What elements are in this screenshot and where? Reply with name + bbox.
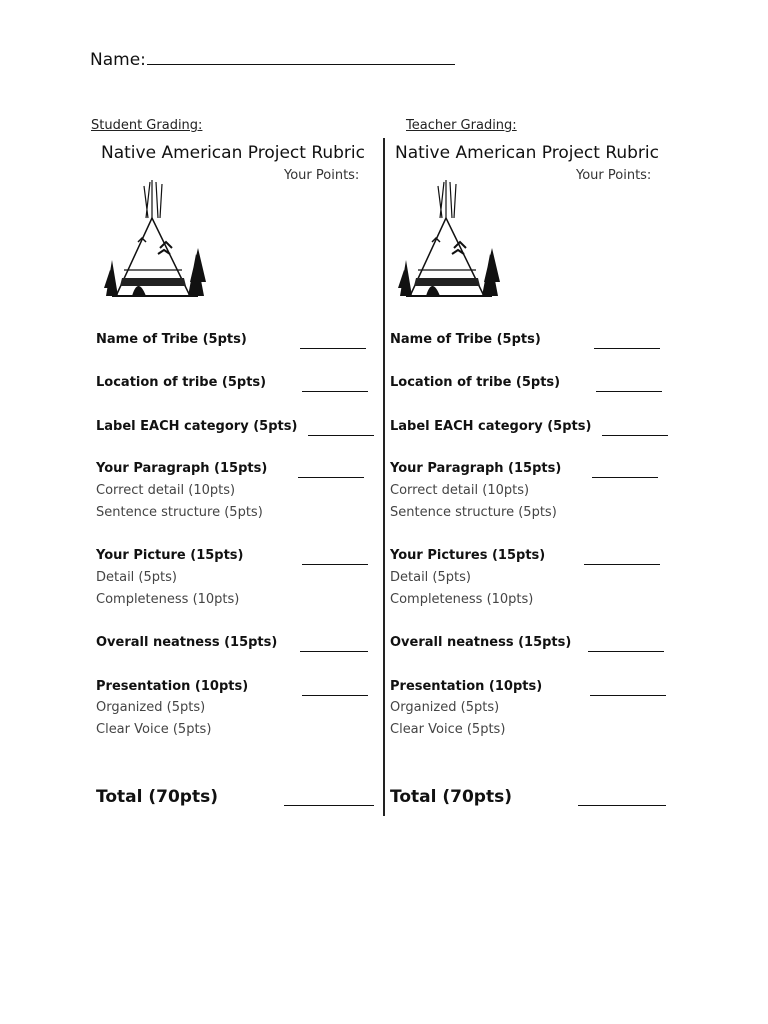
item-neatness: Overall neatness (15pts) (96, 635, 278, 650)
item-total: Total (70pts) (96, 787, 218, 807)
teepee-illustration (102, 178, 206, 302)
blank-paragraph[interactable] (298, 477, 364, 478)
your-points-label: Your Points: (284, 168, 360, 183)
item-paragraph: Your Paragraph (15pts) (390, 461, 562, 476)
teacher-grading-label: Teacher Grading: (406, 118, 517, 133)
blank-location[interactable] (302, 391, 368, 392)
blank-location[interactable] (596, 391, 662, 392)
item-picture-completeness: Completeness (10pts) (96, 592, 240, 607)
student-grading-label: Student Grading: (91, 118, 203, 133)
teacher-column (390, 0, 680, 1024)
item-location: Location of tribe (5pts) (96, 375, 267, 390)
item-picture-detail: Detail (5pts) (390, 570, 471, 585)
item-label: Label EACH category (5pts) (96, 419, 298, 434)
item-paragraph-structure: Sentence structure (5pts) (390, 505, 557, 520)
item-presentation-organized: Organized (5pts) (96, 700, 206, 715)
item-tribe: Name of Tribe (5pts) (96, 332, 247, 347)
blank-tribe[interactable] (594, 348, 660, 349)
rubric-title: Native American Project Rubric (395, 143, 659, 163)
item-total: Total (70pts) (390, 787, 512, 807)
item-picture: Your Picture (15pts) (96, 548, 244, 563)
blank-neatness[interactable] (588, 651, 664, 652)
item-paragraph-structure: Sentence structure (5pts) (96, 505, 263, 520)
item-presentation: Presentation (10pts) (96, 679, 249, 694)
item-picture: Your Pictures (15pts) (390, 548, 546, 563)
blank-label[interactable] (308, 435, 374, 436)
item-picture-completeness: Completeness (10pts) (390, 592, 534, 607)
blank-presentation[interactable] (590, 695, 666, 696)
blank-tribe[interactable] (300, 348, 366, 349)
rubric-title: Native American Project Rubric (101, 143, 365, 163)
item-paragraph-detail: Correct detail (10pts) (96, 483, 236, 498)
item-tribe: Name of Tribe (5pts) (390, 332, 541, 347)
blank-paragraph[interactable] (592, 477, 658, 478)
item-label: Label EACH category (5pts) (390, 419, 592, 434)
item-location: Location of tribe (5pts) (390, 375, 561, 390)
blank-picture[interactable] (584, 564, 660, 565)
item-presentation-voice: Clear Voice (5pts) (390, 722, 506, 737)
item-presentation: Presentation (10pts) (390, 679, 543, 694)
student-column (91, 0, 386, 1024)
blank-picture[interactable] (302, 564, 368, 565)
item-presentation-organized: Organized (5pts) (390, 700, 500, 715)
blank-label[interactable] (602, 435, 668, 436)
blank-total[interactable] (578, 805, 666, 806)
item-paragraph: Your Paragraph (15pts) (96, 461, 268, 476)
item-picture-detail: Detail (5pts) (96, 570, 177, 585)
blank-neatness[interactable] (300, 651, 368, 652)
item-paragraph-detail: Correct detail (10pts) (390, 483, 530, 498)
blank-total[interactable] (284, 805, 374, 806)
item-neatness: Overall neatness (15pts) (390, 635, 572, 650)
item-presentation-voice: Clear Voice (5pts) (96, 722, 212, 737)
teepee-illustration (396, 178, 500, 302)
blank-presentation[interactable] (302, 695, 368, 696)
name-label: Name: (90, 50, 146, 70)
your-points-label: Your Points: (576, 168, 652, 183)
